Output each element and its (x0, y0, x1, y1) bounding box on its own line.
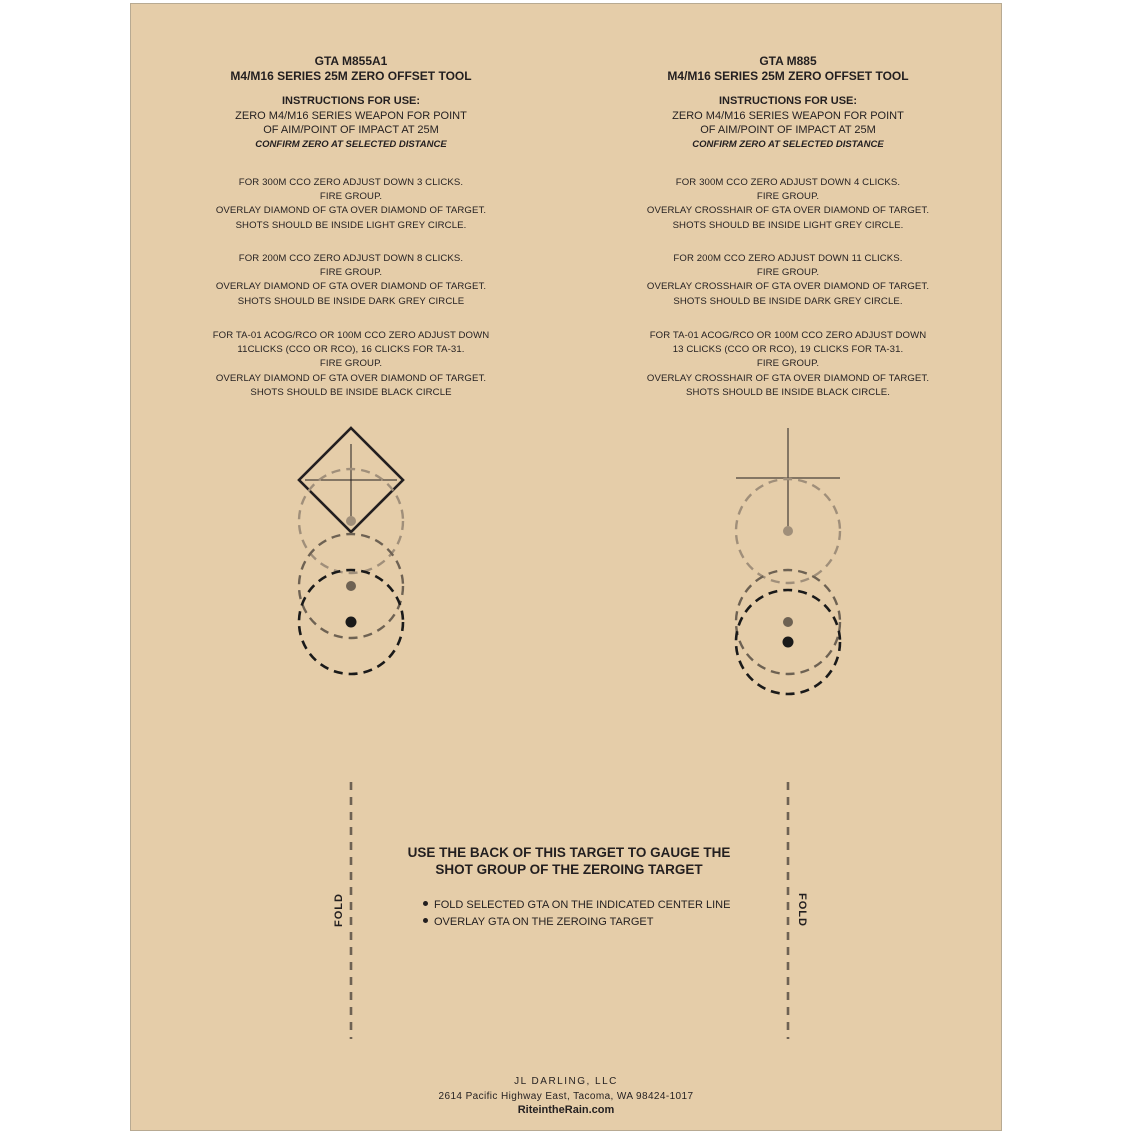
headline-line: SHOT GROUP OF THE ZEROING TARGET (435, 862, 703, 877)
block-line: OVERLAY DIAMOND OF GTA OVER DIAMOND OF TARGET. (215, 281, 487, 293)
block-line: OVERLAY CROSSHAIR OF GTA OVER DIAMOND OF TARGET. (646, 205, 930, 217)
bullet-text: OVERLAY GTA ON THE ZEROING TARGET (434, 916, 654, 928)
block-line: FIRE GROUP. (756, 267, 820, 279)
block-line: SHOTS SHOULD BE INSIDE LIGHT GREY CIRCLE. (672, 219, 904, 231)
block-line: FIRE GROUP. (319, 358, 383, 370)
right-title-line: GTA M885 (759, 54, 817, 68)
left-fold-label: FOLD (332, 893, 345, 927)
block-line: 13 CLICKS (CCO OR RCO), 19 CLICKS FOR TA-31. (672, 344, 904, 356)
block-line: FIRE GROUP. (756, 358, 820, 370)
left-black-dot (346, 617, 357, 628)
left-title-line: M4/M16 SERIES 25M ZERO OFFSET TOOL (230, 69, 472, 83)
zero-offset-sheet (130, 3, 1002, 1131)
bullet-icon (423, 918, 428, 923)
right-instructions-emphasis: CONFIRM ZERO AT SELECTED DISTANCE (692, 138, 884, 150)
block-line: OVERLAY DIAMOND OF GTA OVER DIAMOND OF TARGET. (215, 372, 487, 384)
block-line: 11CLICKS (CCO OR RCO), 16 CLICKS FOR TA-31. (237, 344, 465, 356)
block-line: SHOTS SHOULD BE INSIDE BLACK CIRCLE (250, 386, 452, 398)
block-line: FOR 200M CCO ZERO ADJUST DOWN 11 CLICKS. (673, 253, 903, 264)
right-light-grey-dot (783, 526, 793, 536)
right-instructions-heading: INSTRUCTIONS FOR USE: (718, 95, 858, 107)
right-title-line: M4/M16 SERIES 25M ZERO OFFSET TOOL (667, 69, 909, 83)
right-black-dot (783, 637, 794, 648)
block-line: FOR 300M CCO ZERO ADJUST DOWN 4 CLICKS. (675, 177, 901, 188)
left-dark-grey-dot (346, 581, 356, 591)
block-line: OVERLAY DIAMOND OF GTA OVER DIAMOND OF TARGET. (215, 205, 487, 217)
block-line: SHOTS SHOULD BE INSIDE LIGHT GREY CIRCLE. (235, 219, 467, 231)
right-dark-grey-dot (783, 617, 793, 627)
left-instructions-emphasis: CONFIRM ZERO AT SELECTED DISTANCE (255, 138, 447, 150)
headline-line: USE THE BACK OF THIS TARGET TO GAUGE THE (407, 845, 731, 860)
right-fold-label: FOLD (795, 893, 808, 927)
block-line: FOR TA-01 ACOG/RCO OR 100M CCO ZERO ADJUST DOWN (212, 330, 490, 341)
block-line: FIRE GROUP. (756, 191, 820, 203)
block-line: FIRE GROUP. (319, 267, 383, 279)
list-item (423, 914, 730, 931)
left-light-grey-dot (346, 516, 356, 526)
back-usage-headline (371, 844, 767, 878)
left-title-line: GTA M855A1 (314, 54, 388, 68)
bullet-icon (423, 901, 428, 906)
left-instructions-line: ZERO M4/M16 SERIES WEAPON FOR POINT (235, 109, 467, 122)
block-line: SHOTS SHOULD BE INSIDE DARK GREY CIRCLE (237, 295, 465, 307)
block-line: FOR TA-01 ACOG/RCO OR 100M CCO ZERO ADJUST DOWN (649, 330, 927, 341)
block-line: FOR 300M CCO ZERO ADJUST DOWN 3 CLICKS. (238, 177, 464, 188)
block-line: FOR 200M CCO ZERO ADJUST DOWN 8 CLICKS. (238, 253, 464, 264)
block-line: FIRE GROUP. (319, 191, 383, 203)
right-instructions-line: ZERO M4/M16 SERIES WEAPON FOR POINT (672, 109, 904, 122)
reticle-graphics (131, 4, 1003, 1132)
right-instructions-line: OF AIM/POINT OF IMPACT AT 25M (700, 124, 876, 136)
footer-address: 2614 Pacific Highway East, Tacoma, WA 98424-1017 (438, 1091, 694, 1102)
block-line: SHOTS SHOULD BE INSIDE BLACK CIRCLE. (685, 386, 891, 398)
footer-company: JL DARLING, LLC (514, 1076, 618, 1087)
list-item (423, 897, 730, 914)
bullet-text: FOLD SELECTED GTA ON THE INDICATED CENTER LINE (434, 899, 731, 911)
footer-website: RiteintheRain.com (517, 1104, 615, 1116)
usage-bullet-list (423, 897, 730, 931)
block-line: OVERLAY CROSSHAIR OF GTA OVER DIAMOND OF TARGET. (646, 281, 930, 293)
block-line: OVERLAY CROSSHAIR OF GTA OVER DIAMOND OF TARGET. (646, 372, 930, 384)
block-line: SHOTS SHOULD BE INSIDE DARK GREY CIRCLE. (673, 295, 903, 307)
left-instructions-line: OF AIM/POINT OF IMPACT AT 25M (263, 124, 439, 136)
left-instructions-heading: INSTRUCTIONS FOR USE: (281, 95, 421, 107)
